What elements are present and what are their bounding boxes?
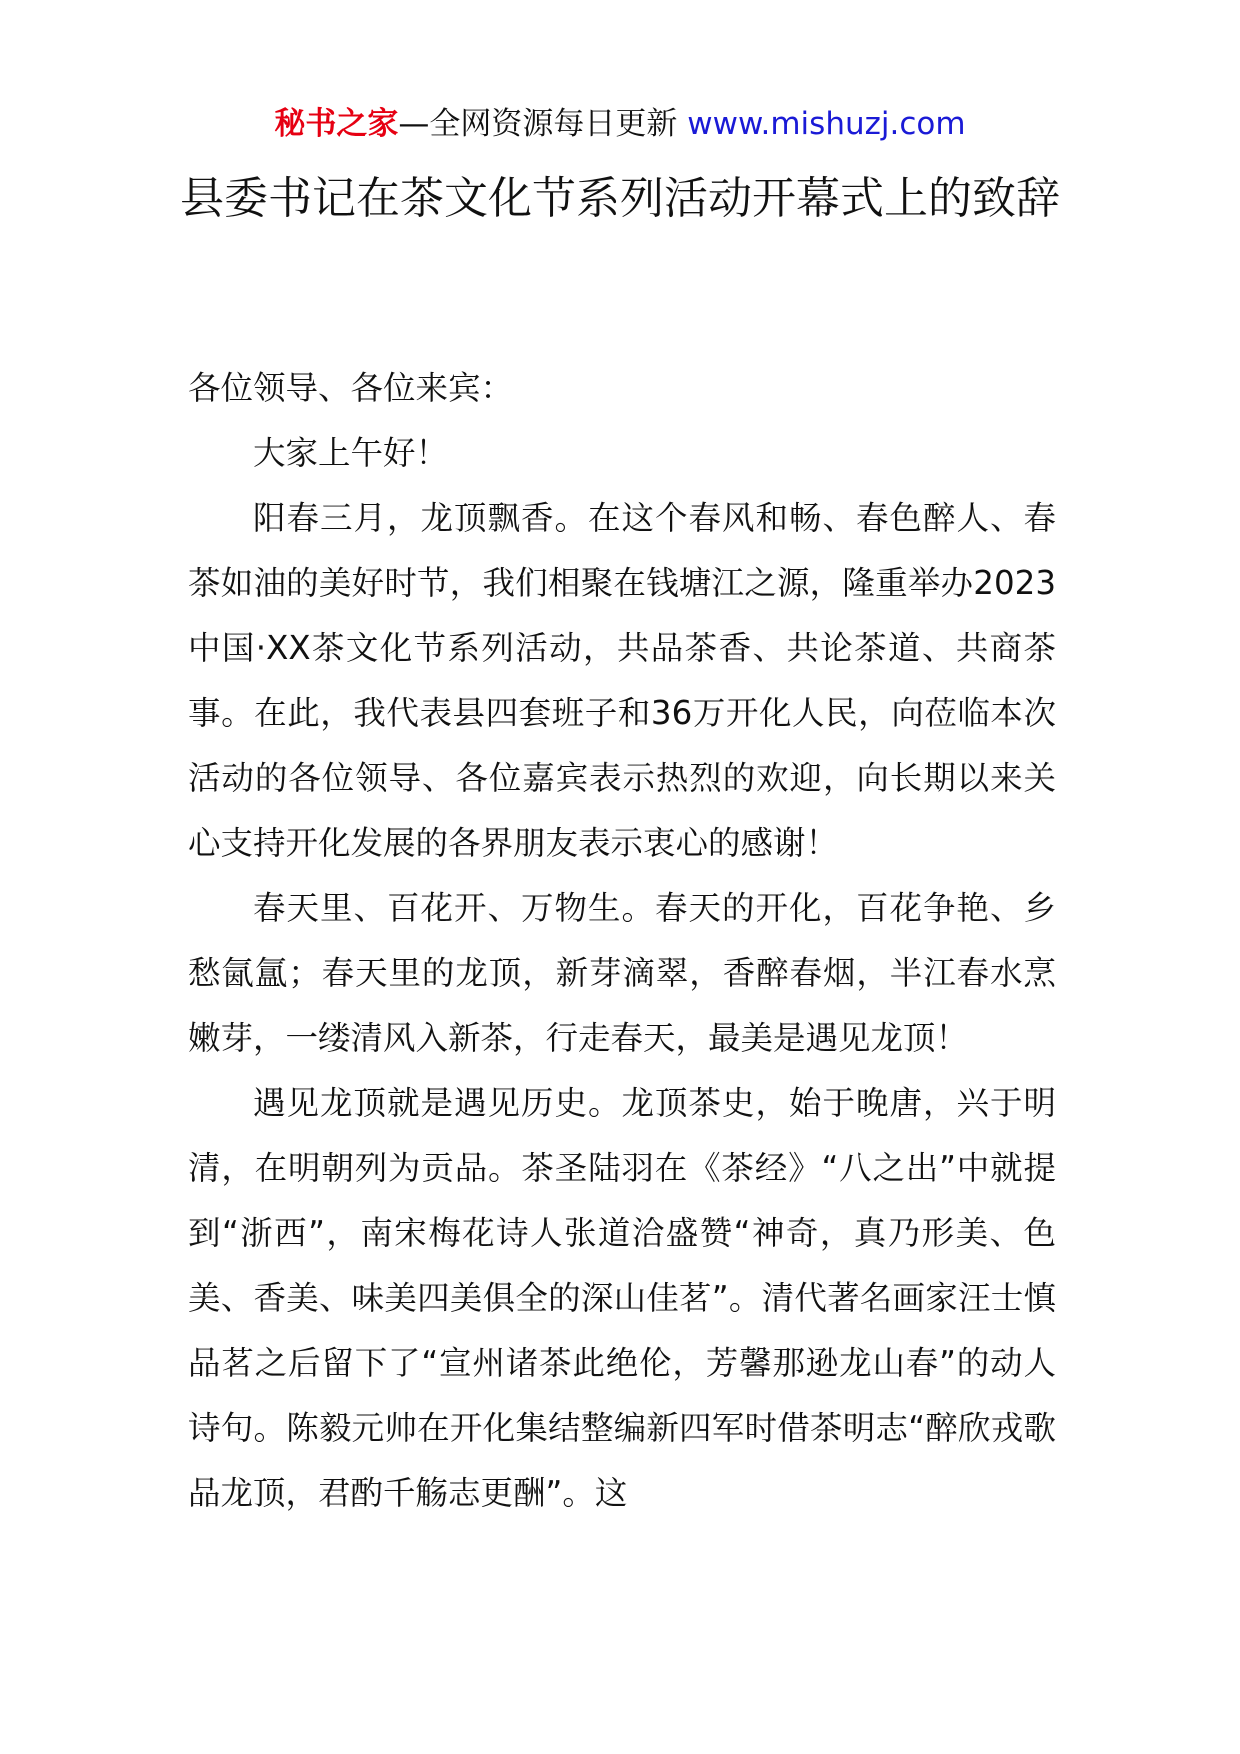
paragraph-welcome: 阳春三月，龙顶飘香。在这个春风和畅、春色醉人、春茶如油的美好时节，我们相聚在钱塘江之源，隆重举办2023中国·XX茶文化节系列活动，共品茶香、共论茶道、共商茶事。在此，我代表县四套班子和36万开化人民，向莅临本次活动的各位领导、各位嘉宾表示热烈的欢迎，向长期以来关心支持开化发展的各界朋友表示衷心的感谢！ [188,499,1056,862]
salutation: 各位领导、各位来宾： [188,369,514,407]
paragraph-greeting: 大家上午好！ [253,434,449,472]
document-body [188,356,1056,1526]
paragraph-spring: 春天里、百花开、万物生。春天的开化，百花争艳、乡愁氤氲；春天里的龙顶，新芽滴翠，香醉春烟，半江春水烹嫩芽，一缕清风入新茶，行走春天，最美是遇见龙顶！ [188,889,1056,1057]
watermark-header [0,104,1240,144]
paragraph-history: 遇见龙顶就是遇见历史。龙顶茶史，始于晚唐，兴于明清，在明朝列为贡品。茶圣陆羽在《茶经》“八之出”中就提到“浙西”，南宋梅花诗人张道洽盛赞“神奇，真乃形美、色美、香美、味美四美俱全的深山佳茗”。清代著名画家汪士慎品茗之后留下了“宣州诸茶此绝伦，芳馨那逊龙山春”的动人诗句。陈毅元帅在开化集结整编新四军时借茶明志“醉欣戎歌品龙顶，君酌千觞志更酬”。这 [188,1084,1056,1512]
brand-name: 秘书之家 [274,106,399,142]
site-url-link[interactable]: www.mishuzj.com [687,106,966,142]
header-slogan: —全网资源每日更新 [398,106,688,142]
document-title: 县委书记在茶文化节系列活动开幕式上的致辞 [180,173,1060,224]
